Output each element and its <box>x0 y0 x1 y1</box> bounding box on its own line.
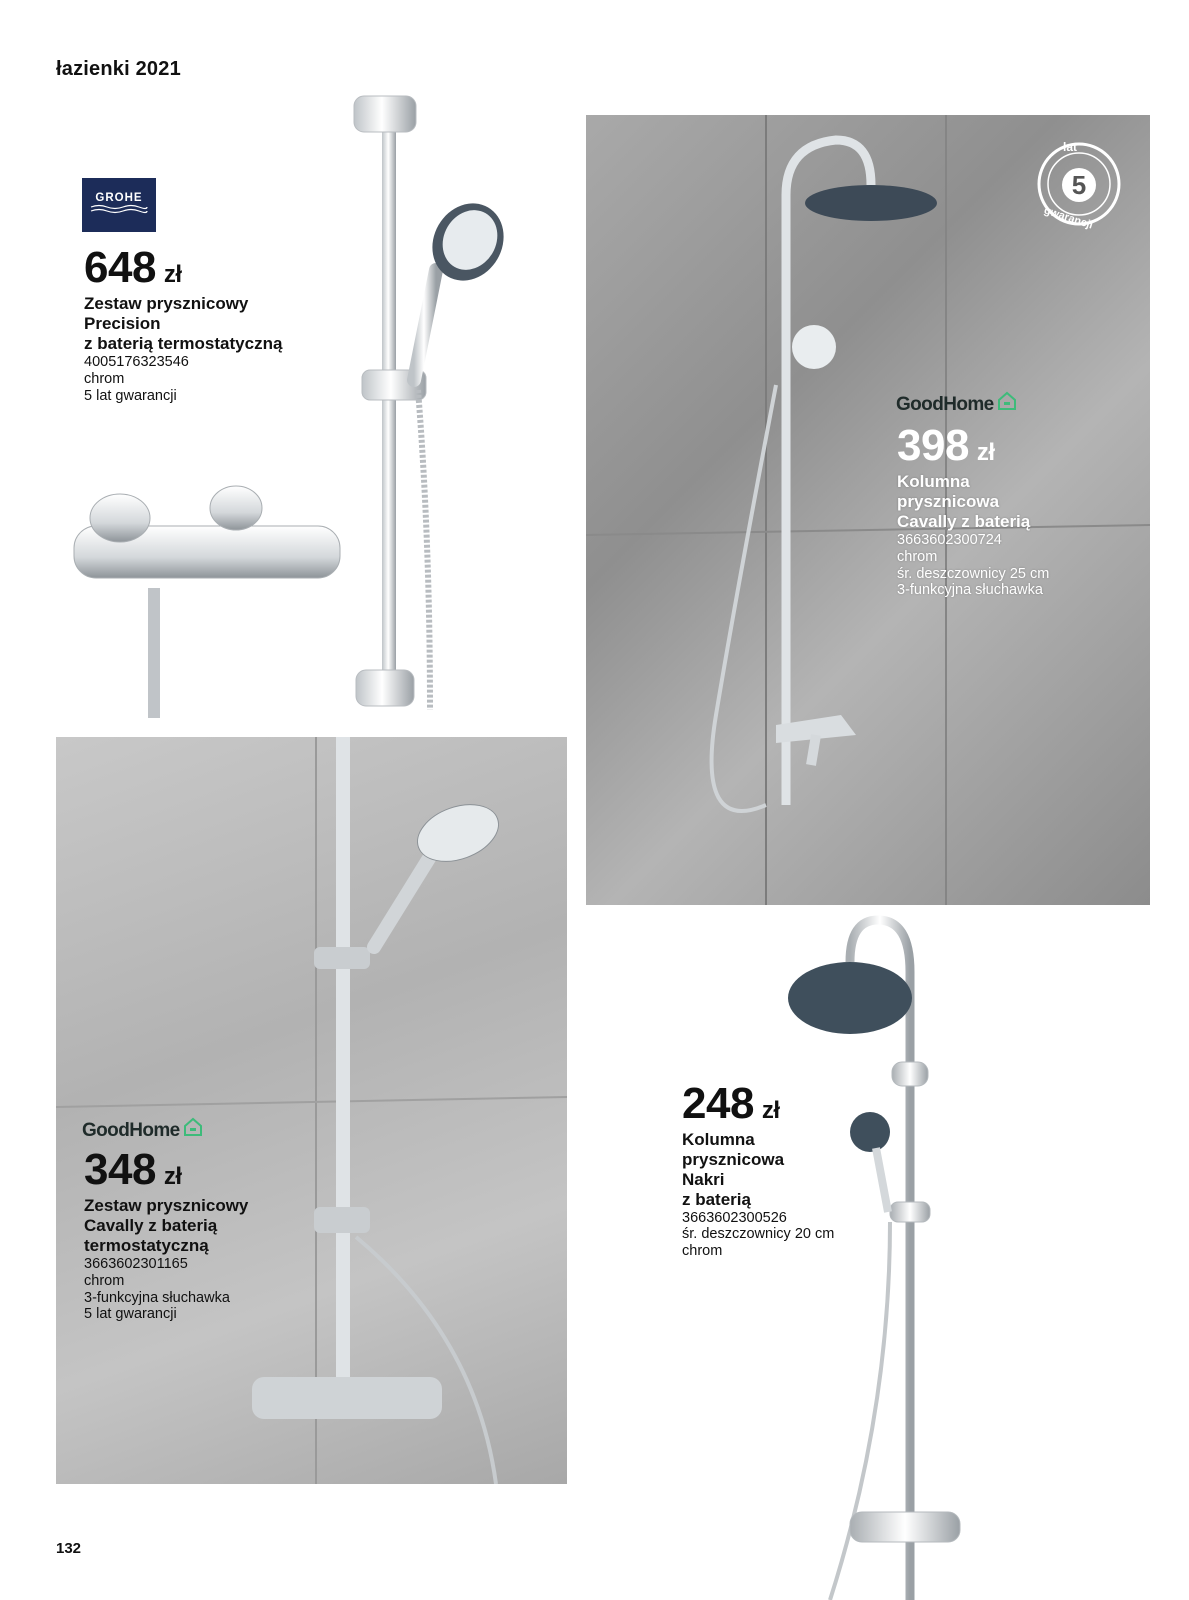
product-photo-cavally-column <box>586 115 1150 905</box>
product-nakri-column <box>682 1079 835 1260</box>
product-sku: 4005176323546 <box>84 353 189 370</box>
shower-column-illustration <box>586 115 1150 905</box>
house-icon <box>182 1116 204 1138</box>
goodhome-logo <box>896 390 1018 416</box>
product-sku: 3663602300526 <box>682 1209 787 1226</box>
price <box>84 243 282 292</box>
thermostatic-mixer-image <box>70 478 350 718</box>
product-detail: śr. deszczownicy 25 cm <box>897 565 1050 582</box>
shower-set-illustration <box>56 737 567 1484</box>
product-detail: chrom <box>84 1272 125 1289</box>
goodhome-logo-text: GoodHome <box>896 394 994 415</box>
product-sku: 3663602301165 <box>84 1255 188 1272</box>
page-number: 132 <box>56 1540 82 1557</box>
product-detail: 5 lat gwarancji <box>84 1306 177 1323</box>
product-name-line: Kolumna <box>897 472 970 491</box>
product-cavally-set <box>84 1145 249 1323</box>
product-name-line: prysznicowa <box>897 491 1000 511</box>
price <box>682 1079 834 1128</box>
product-detail: chrom <box>84 370 125 387</box>
price-value: 398 <box>897 421 969 470</box>
price-value: 348 <box>84 1145 156 1194</box>
product-name-line: z baterią <box>682 1189 751 1209</box>
warranty-badge-bottom: gwarancji <box>1042 204 1095 232</box>
warranty-badge-number: 5 <box>1062 168 1096 202</box>
product-detail: chrom <box>897 548 938 565</box>
product-name-line: Zestaw prysznicowy <box>84 294 249 313</box>
product-name-line: Kolumna <box>682 1130 755 1149</box>
price <box>84 1145 248 1194</box>
product-cavally-column <box>897 421 1050 599</box>
product-name-line: prysznicowa <box>682 1149 785 1169</box>
product-detail: śr. deszczownicy 20 cm <box>682 1226 835 1243</box>
grohe-wave-icon <box>89 204 149 214</box>
goodhome-logo <box>82 1116 204 1142</box>
product-detail: 3-funkcyjna słuchawka <box>897 582 1043 599</box>
product-name-line: z baterią termostatyczną <box>84 333 283 353</box>
product-detail: 5 lat gwarancji <box>84 387 177 404</box>
grohe-logo-text: GROHE <box>95 192 143 204</box>
product-precision <box>84 243 283 404</box>
product-name-line: Zestaw prysznicowy <box>84 1196 249 1215</box>
goodhome-logo-text: GoodHome <box>82 1120 180 1141</box>
warranty-badge-top: lat <box>1063 140 1078 154</box>
price-value: 248 <box>682 1079 754 1128</box>
product-name-line: Nakri <box>682 1169 725 1189</box>
product-sku: 3663602300724 <box>897 531 1002 548</box>
shower-rail-image <box>330 90 520 720</box>
price-value: 648 <box>84 243 156 292</box>
house-icon <box>996 390 1018 412</box>
currency: zł <box>163 1163 182 1190</box>
product-detail: 3-funkcyjna słuchawka <box>84 1289 230 1306</box>
product-name-line: termostatyczną <box>84 1235 209 1255</box>
price <box>897 421 1049 470</box>
currency: zł <box>163 261 182 288</box>
product-name-line: Cavally z baterią <box>897 511 1031 531</box>
product-detail: chrom <box>682 1243 723 1260</box>
product-name-line: Cavally z baterią <box>84 1215 218 1235</box>
currency: zł <box>976 439 995 466</box>
product-photo-cavally-set <box>56 737 567 1484</box>
product-name-line: Precision <box>84 313 161 333</box>
currency: zł <box>761 1097 780 1124</box>
section-title: łazienki 2021 <box>56 58 181 80</box>
grohe-logo <box>82 178 156 232</box>
